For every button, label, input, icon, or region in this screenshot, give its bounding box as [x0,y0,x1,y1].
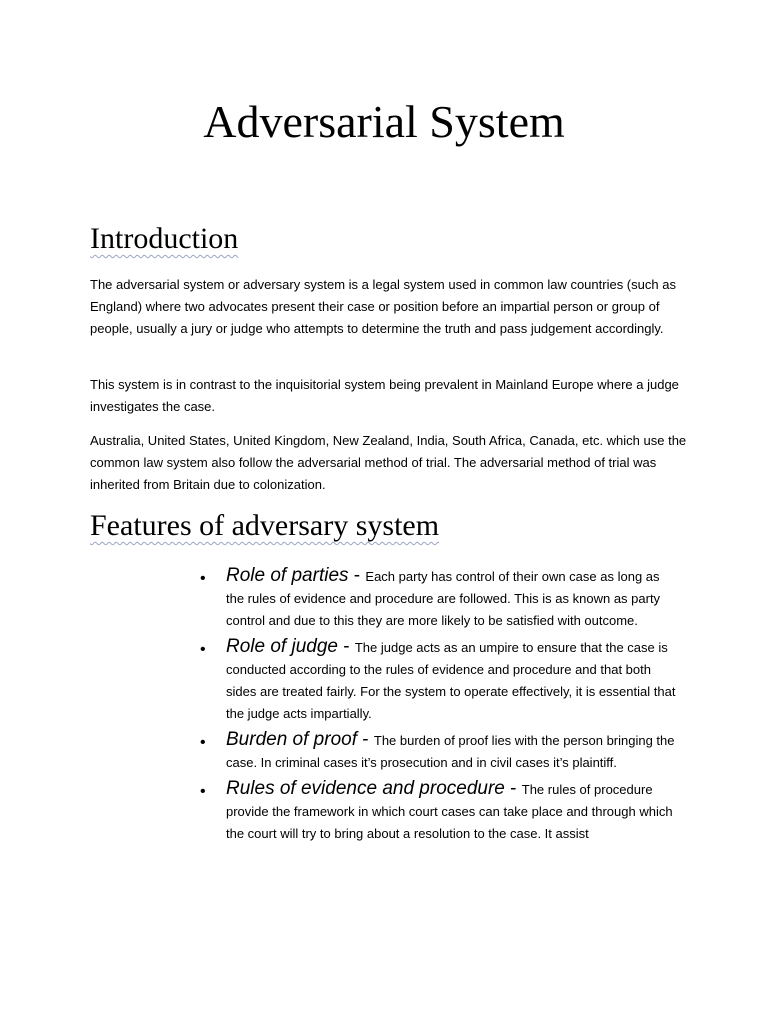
feature-item-role-of-parties [200,565,680,632]
introduction-heading: Introduction [90,222,239,255]
introduction-paragraph-2: This system is in contrast to the inquisitorial system being prevalent in Mainland Europe where a judge investigates the case. [90,377,679,414]
feature-term: Burden of proof [226,729,357,750]
feature-item-burden-of-proof [200,729,680,774]
feature-term: Role of judge [226,636,338,657]
feature-item-rules-of-evidence [200,778,680,845]
feature-term: Rules of evidence and procedure [226,778,505,799]
feature-separator: - [348,565,366,586]
feature-separator: - [337,636,355,657]
bullet-icon: • [200,641,206,658]
feature-item-role-of-judge [200,636,680,725]
bullet-icon: • [200,734,206,751]
feature-description: The judge acts as an umpire to ensure that the case is conducted according to the rules of evidence and procedure and that both sides are treated fairly. For the system to operate effectively, it is essential that the judge acts impartially. [226,640,676,721]
feature-description: The rules of procedure provide the framework in which court cases can take place and through which the court will try to bring about a resolution to the case. It assist [226,782,673,841]
features-list [200,565,680,849]
feature-separator: - [504,778,522,799]
features-heading: Features of adversary system [90,509,440,542]
feature-separator: - [356,729,374,750]
bullet-icon: • [200,783,206,800]
feature-term: Role of parties [226,565,349,586]
introduction-paragraph-1: The adversarial system or adversary system is a legal system used in common law countries (such as England) where two advocates present their case or position before an impartial person or group of people, usually a jury or judge who attempts to determine the truth and pass judgement accordingly. [90,277,676,336]
document-title: Adversarial System [203,96,565,147]
feature-description: Each party has control of their own case as long as the rules of evidence and procedure are followed. This is as known as party control and due to this they are more likely to be satisfied with outcome. [226,569,661,628]
introduction-paragraph-3: Australia, United States, United Kingdom, New Zealand, India, South Africa, Canada, etc. which use the common law system also follow the adversarial method of trial. The adversarial method of trial was inherited from Britain due to colonization. [90,433,687,492]
feature-description: The burden of proof lies with the person bringing the case. In criminal cases it’s prosecution and in civil cases it’s plaintiff. [226,733,675,770]
bullet-icon: • [200,570,206,587]
